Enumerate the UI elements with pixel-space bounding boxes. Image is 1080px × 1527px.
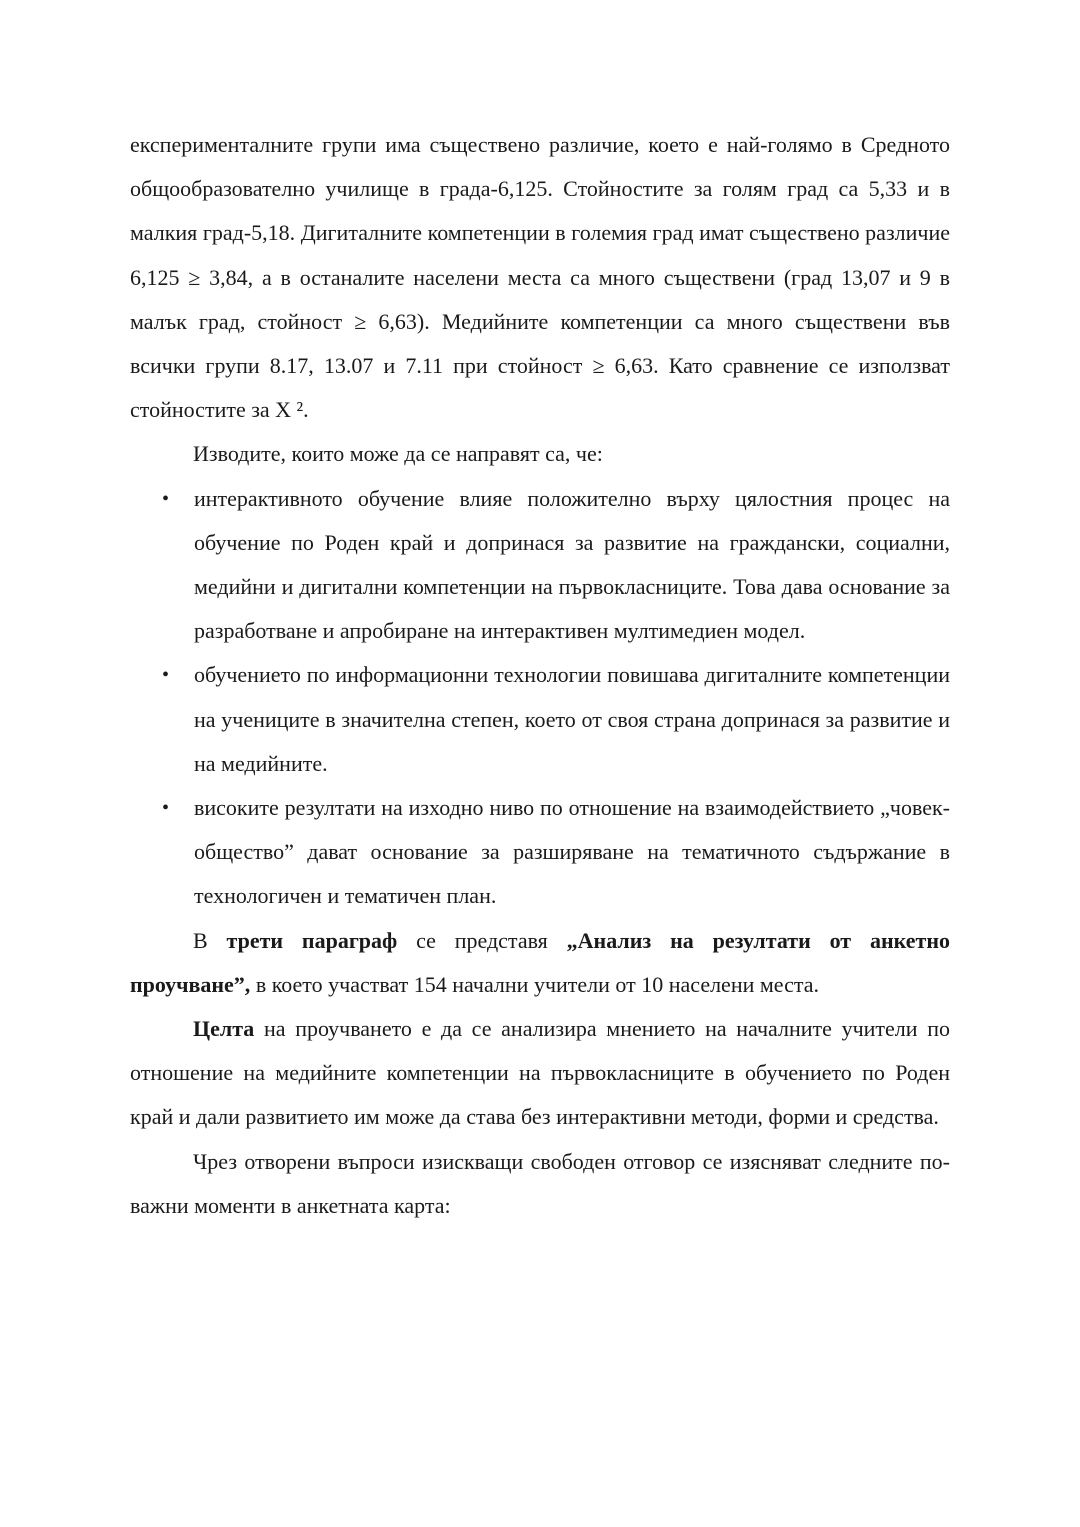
list-item-text: интерактивното обучение влияе положително върху цялостния процес на обучение по Роден край и допринася за развитие на граждански, социални, медийни и дигитални компетенции на първокласниците. Това дава основание за разработване и апробиране на интерактивен мултимедиен модел. — [194, 485, 950, 644]
goal-bold: Целта — [193, 1016, 255, 1042]
bullet-icon: • — [162, 664, 170, 687]
paragraph-third-section — [130, 919, 950, 1007]
paragraph-goal — [130, 1007, 950, 1140]
third-section-text-3: в което участват 154 начални учители от 10 населени места. — [250, 971, 820, 997]
goal-text: на проучването е да се анализира мнението на началните учители по отношение на медийните компетенции на първокласниците в обучението по Роден край и дали развитието им може да става без интерактивни методи, форми и средства. — [130, 1016, 950, 1130]
list-item-text: обучението по информационни технологии повишава дигиталните компетенции на учениците в значителна степен, което от своя страна допринася за развитие и на медийните. — [194, 662, 950, 776]
list-item-text: високите резултати на изходно ниво по отношение на взаимодействието „човек-общество” дават основание за разширяване на тематичното съдържание в технологичен и тематичен план. — [194, 795, 950, 909]
paragraph-conclusions-intro: Изводите, които може да се направят са, че: — [193, 441, 603, 467]
paragraph-questions: Чрез отворени въпроси изискващи свободен отговор се изясняват следните по-важни моменти в анкетната карта: — [130, 1148, 950, 1218]
third-section-bold-2: „Анализ на резултати от анкетно проучване”, — [130, 927, 950, 997]
list-item — [130, 653, 950, 786]
list-item — [130, 477, 950, 654]
third-section-text-2: се представя — [397, 927, 567, 953]
list-item — [130, 786, 950, 919]
bullet-icon: • — [162, 487, 170, 510]
third-section-bold-1: трети параграф — [226, 927, 398, 953]
paragraph-results: експерименталните групи има съществено различие, което е най-голямо в Средното общообразователно училище в града-6,125. Стойностите за голям град са 5,33 и в малкия град-5,18. Дигиталните компетенции в големия град имат съществено различие 6,125 ≥ 3,84, а в останалите населени места са много съществени (град 13,07 и 9 в малък град, стойност ≥ 6,63). Медийните компетенции са много съществени във всички групи 8.17, 13.07 и 7.11 при стойност ≥ 6,63. Като сравнение се използват стойностите за Х ². — [130, 132, 950, 423]
conclusions-list — [130, 477, 950, 919]
bullet-icon: • — [162, 797, 170, 820]
document-body — [130, 123, 950, 1228]
third-section-text-1: В — [193, 927, 227, 953]
